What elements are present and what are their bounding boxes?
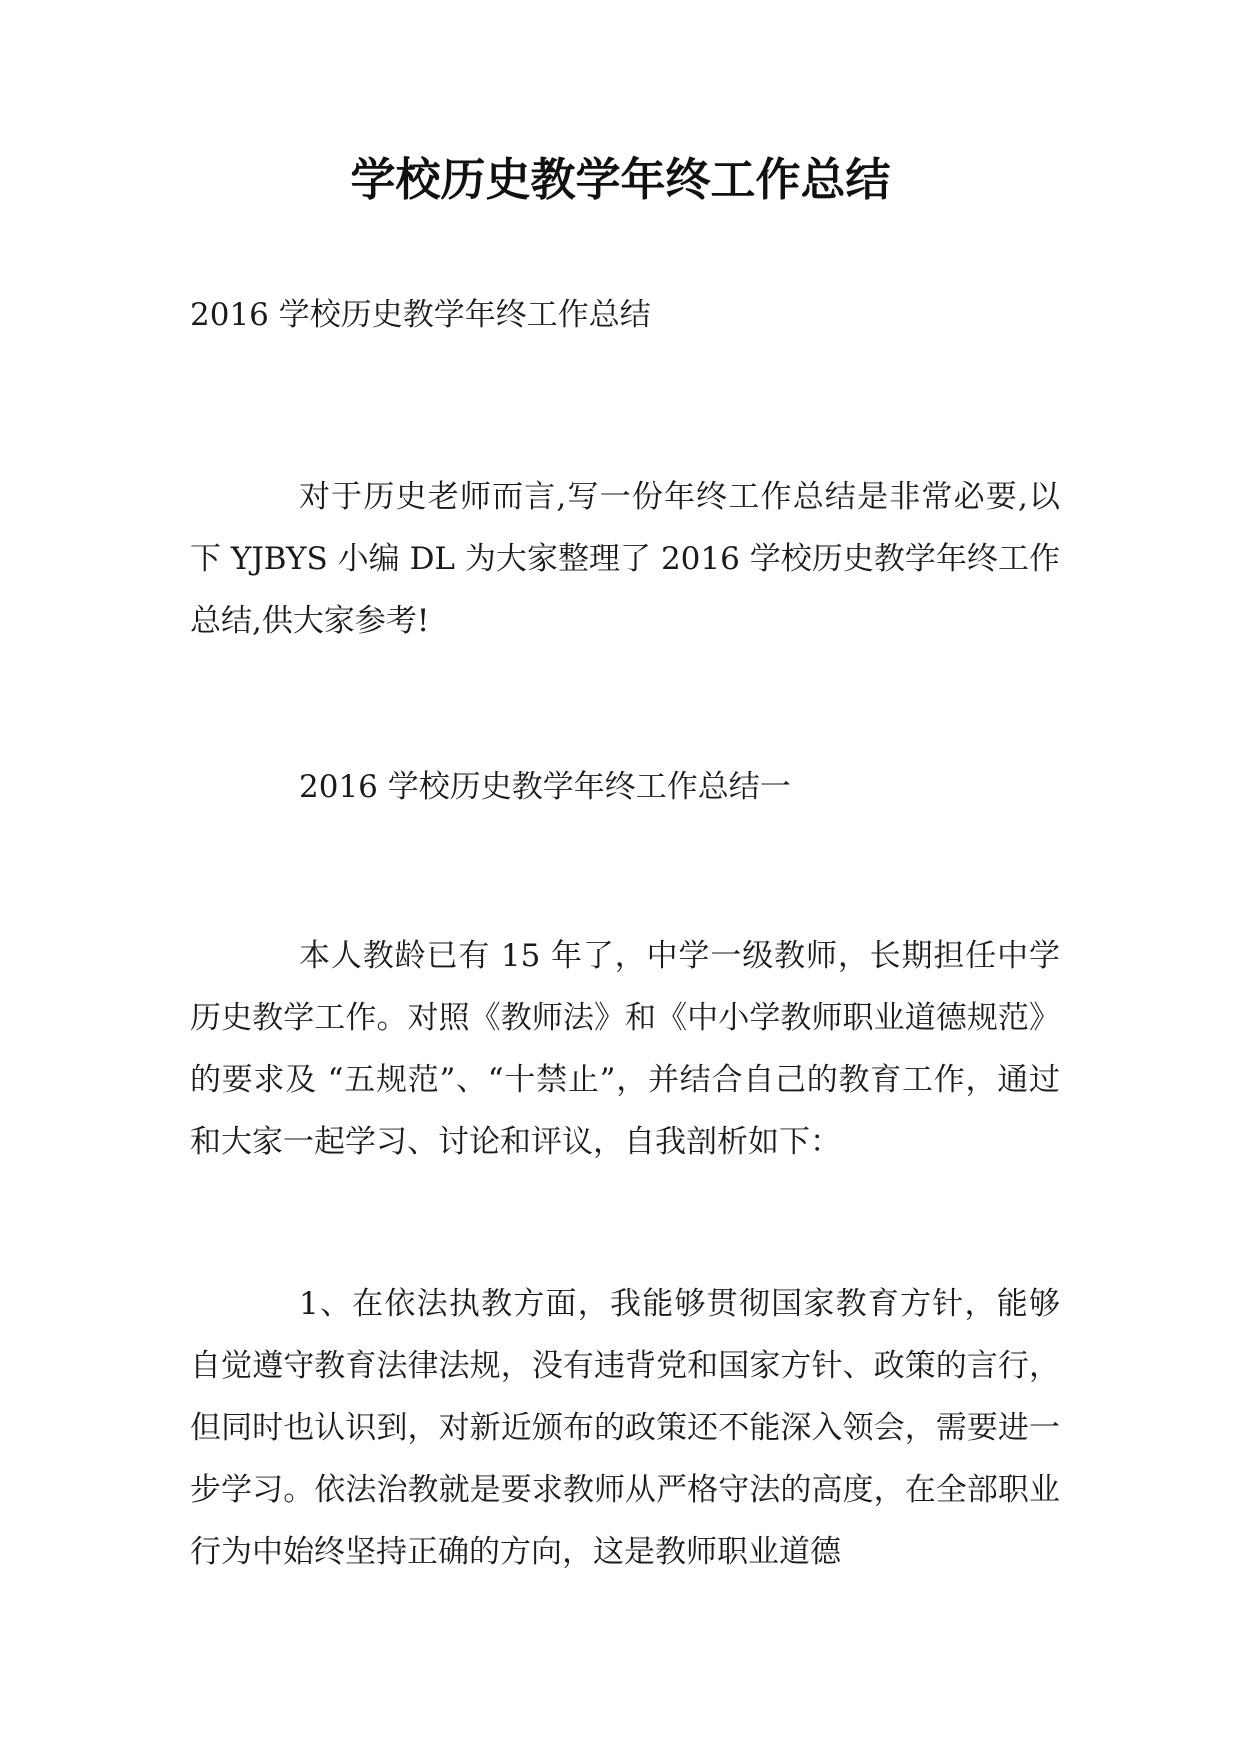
document-title: 学校历史教学年终工作总结 bbox=[350, 153, 891, 206]
intro-paragraph: 对于历史老师而言,写一份年终工作总结是非常必要,以下 YJBYS 小编 DL 为大家整理了 2016 学校历史教学年终工作总结,供大家参考! bbox=[190, 479, 1060, 639]
document-subtitle: 2016 学校历史教学年终工作总结 bbox=[190, 297, 651, 333]
body-paragraph-2: 1、在依法执教方面，我能够贯彻国家教育方针，能够自觉遵守教育法律法规，没有违背党和国家方针、政策的言行，但同时也认识到，对新近颁布的政策还不能深入领会，需要进一步学习。依法治教就是要求教师从严格守法的高度，在全部职业行为中始终坚持正确的方向，这是教师职业道德 bbox=[190, 1286, 1060, 1570]
body-paragraph-1: 本人教龄已有 15 年了，中学一级教师，长期担任中学历史教学工作。对照《教师法》和《中小学教师职业道德规范》的要求及 “五规范”、“十禁止”，并结合自己的教育工作，通过和大家一起学习、讨论和评议，自我剖析如下： bbox=[190, 938, 1060, 1160]
section-heading: 2016 学校历史教学年终工作总结一 bbox=[299, 769, 791, 805]
